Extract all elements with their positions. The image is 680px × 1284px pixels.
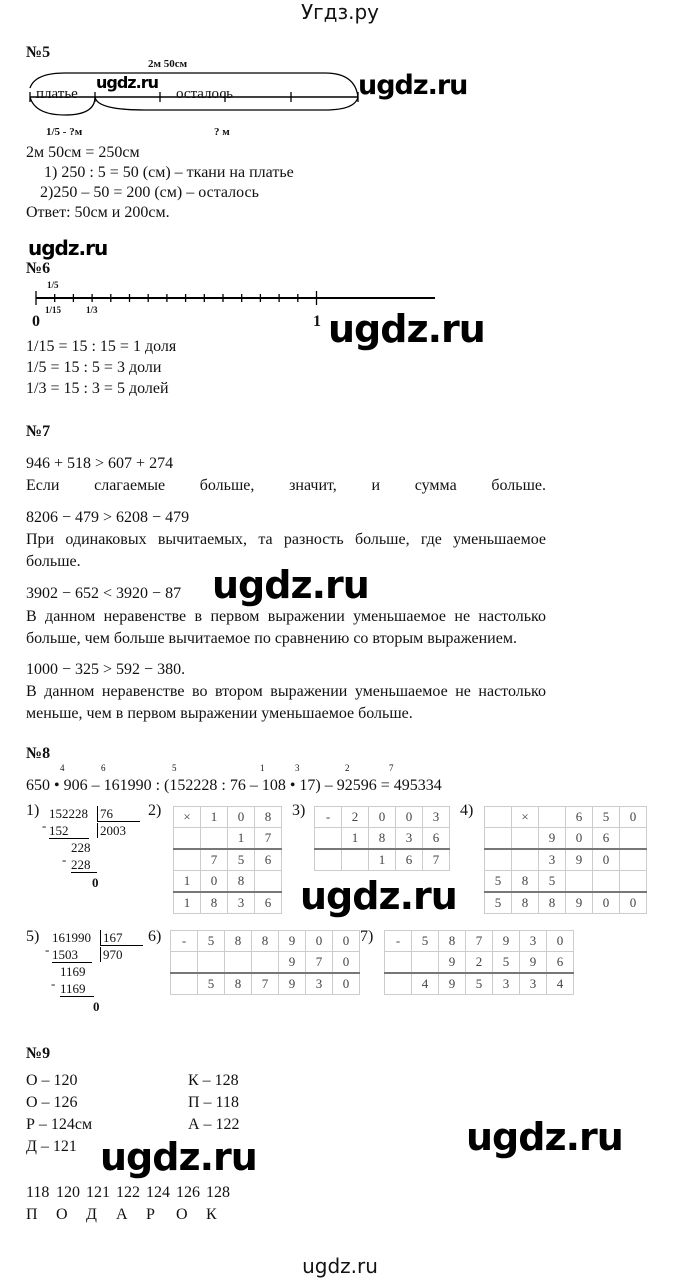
- diagram-below2-label: ? м: [214, 126, 230, 138]
- grid-cell: 0: [566, 828, 593, 850]
- task5-line: 1) 250 : 5 = 50 (см) – ткани на платье: [44, 164, 294, 181]
- task9-right: П – 118: [188, 1094, 239, 1111]
- grid-cell: 3: [396, 828, 423, 850]
- quotient: 2003: [97, 823, 126, 838]
- grid-cell: 1: [369, 849, 396, 871]
- grid-cell: 0: [593, 892, 620, 914]
- watermark: ugdz.ru: [28, 236, 108, 260]
- grid-cell: 3: [228, 892, 255, 914]
- code-number: 126: [176, 1184, 200, 1201]
- grid-cell: 7: [201, 849, 228, 871]
- remainder: 0: [92, 875, 99, 890]
- task7-expr: 3902 − 652 < 3920 − 87: [26, 585, 182, 602]
- grid-cell: 8: [201, 892, 228, 914]
- minus-sign: -: [51, 976, 56, 991]
- grid-row: [174, 849, 282, 871]
- diagram-total-label: 2м 50см: [148, 58, 188, 70]
- order-number: 3: [295, 763, 300, 773]
- subtrahend: 1503: [52, 947, 92, 963]
- grid-cell: [485, 807, 512, 828]
- grid-cell: [252, 952, 279, 974]
- grid-cell: [385, 952, 412, 974]
- grid-cell: 5: [198, 931, 225, 952]
- code-letter: П: [26, 1206, 38, 1223]
- grid-step-6: [170, 930, 360, 995]
- code-letter: О: [56, 1206, 68, 1223]
- grid-cell: 5: [485, 892, 512, 914]
- grid-cell: 0: [593, 849, 620, 871]
- code-number: 128: [206, 1184, 230, 1201]
- task6-title: №6: [26, 260, 51, 277]
- step-label: 7): [360, 928, 374, 945]
- grid-cell: 7: [306, 952, 333, 974]
- grid-cell: 1: [342, 828, 369, 850]
- code-letter: Д: [86, 1206, 97, 1223]
- grid-cell: 5: [228, 849, 255, 871]
- grid-cell: 9: [439, 952, 466, 974]
- code-number: 122: [116, 1184, 140, 1201]
- grid-cell: 6: [255, 849, 282, 871]
- grid-cell: 2: [342, 807, 369, 828]
- grid-cell: 0: [369, 807, 396, 828]
- grid-cell: 4: [412, 973, 439, 995]
- code-number: 118: [26, 1184, 50, 1201]
- code-number: 124: [146, 1184, 170, 1201]
- grid-cell: 3: [493, 973, 520, 995]
- letter-row: [26, 1206, 236, 1224]
- grid-cell: 7: [466, 931, 493, 952]
- dividend: 152228: [49, 806, 88, 821]
- grid-cell: [385, 973, 412, 995]
- label-one: 1: [313, 313, 321, 330]
- task7-text: В данном неравенстве во втором выражении уменьшаемое не настолько: [26, 683, 546, 700]
- grid-row: [315, 828, 450, 850]
- grid-cell: 0: [228, 807, 255, 828]
- code-letter: К: [206, 1206, 217, 1223]
- minus-sign: -: [42, 818, 47, 833]
- remainder: 228: [71, 840, 91, 855]
- grid-cell: [174, 828, 201, 850]
- diagram-below1-label: 1/5 - ?м: [46, 126, 83, 138]
- grid-step-4: [484, 806, 647, 914]
- remainder: 0: [93, 999, 100, 1014]
- order-number: 1: [260, 763, 265, 773]
- grid-cell: [342, 849, 369, 871]
- grid-cell: 8: [255, 807, 282, 828]
- task9-left: Р – 124см: [26, 1116, 93, 1133]
- code-number: 120: [56, 1184, 80, 1201]
- grid-cell: [620, 849, 647, 871]
- grid-cell: 6: [593, 828, 620, 850]
- grid-cell: 0: [333, 931, 360, 952]
- task9-right: К – 128: [188, 1072, 239, 1089]
- step-label: 3): [292, 802, 306, 819]
- grid-row: [174, 871, 282, 893]
- grid-cell: 8: [225, 931, 252, 952]
- grid-cell: ×: [174, 807, 201, 828]
- grid-cell: 0: [620, 807, 647, 828]
- grid-cell: 9: [279, 973, 306, 995]
- grid-cell: 8: [225, 973, 252, 995]
- grid-cell: 5: [485, 871, 512, 893]
- watermark: ugdz.ru: [358, 70, 468, 101]
- watermark: ugdz.ru: [96, 73, 158, 92]
- grid-cell: 3: [520, 973, 547, 995]
- grid-cell: [566, 871, 593, 893]
- grid-row: [171, 931, 360, 952]
- task9-left: Д – 121: [26, 1138, 77, 1155]
- task5-line: 2м 50см = 250см: [26, 144, 140, 161]
- grid-cell: [315, 828, 342, 850]
- grid-step-2: [173, 806, 282, 914]
- task9-left: О – 126: [26, 1094, 78, 1111]
- task7-text: больше, чем больше вычитаемое по сравнению со вторым выражением.: [26, 630, 517, 647]
- task6-line: 1/3 = 15 : 3 = 5 долей: [26, 380, 169, 397]
- task7-expr: 1000 − 325 > 592 − 380.: [26, 661, 186, 678]
- grid-cell: 0: [396, 807, 423, 828]
- task7-text: В данном неравенстве в первом выражении уменьшаемое не настолько: [26, 608, 546, 625]
- grid-cell: 8: [512, 892, 539, 914]
- grid-cell: 8: [228, 871, 255, 893]
- task7-expr: 8206 − 479 > 6208 − 479: [26, 509, 190, 526]
- site-title: Угдз.ру: [300, 0, 380, 24]
- label-1-15: 1/15: [45, 305, 62, 315]
- grid-cell: 3: [423, 807, 450, 828]
- grid-cell: 0: [333, 973, 360, 995]
- grid-cell: 5: [539, 871, 566, 893]
- divisor: 167: [100, 930, 143, 946]
- grid-cell: 8: [512, 871, 539, 893]
- grid-cell: ×: [512, 807, 539, 828]
- grid-cell: 9: [493, 931, 520, 952]
- task7-text: больше.: [26, 553, 81, 570]
- grid-cell: [512, 828, 539, 850]
- grid-cell: 9: [566, 849, 593, 871]
- grid-cell: 6: [396, 849, 423, 871]
- grid-row: [385, 952, 574, 974]
- grid-cell: [593, 871, 620, 893]
- grid-cell: [255, 871, 282, 893]
- grid-cell: 3: [539, 849, 566, 871]
- grid-cell: [485, 828, 512, 850]
- task9-right: А – 122: [188, 1116, 240, 1133]
- grid-cell: [539, 807, 566, 828]
- task6-line: 1/5 = 15 : 5 = 3 доли: [26, 359, 162, 376]
- grid-cell: 2: [466, 952, 493, 974]
- watermark: ugdz.ru: [466, 1115, 623, 1159]
- grid-cell: [315, 849, 342, 871]
- grid-cell: 0: [333, 952, 360, 974]
- grid-cell: 8: [439, 931, 466, 952]
- task8-expression: 650 • 906 – 161990 : (152228 : 76 – 108 • 17) – 92596 = 495334: [26, 777, 442, 794]
- grid-cell: 3: [306, 973, 333, 995]
- grid-cell: 5: [198, 973, 225, 995]
- dividend: 161990: [52, 930, 91, 945]
- grid-cell: 0: [306, 931, 333, 952]
- task9-title: №9: [26, 1045, 51, 1062]
- grid-cell: [512, 849, 539, 871]
- grid-row: [174, 807, 282, 828]
- grid-row: [174, 828, 282, 850]
- subtrahend: 1169: [60, 981, 94, 997]
- grid-cell: 1: [174, 871, 201, 893]
- grid-cell: 5: [493, 952, 520, 974]
- grid-cell: 5: [466, 973, 493, 995]
- grid-cell: [412, 952, 439, 974]
- number-row: [26, 1184, 236, 1202]
- divisor: 76: [97, 806, 140, 822]
- grid-cell: 6: [547, 952, 574, 974]
- grid-cell: [620, 828, 647, 850]
- grid-cell: 3: [520, 931, 547, 952]
- order-number: 4: [60, 763, 65, 773]
- step-label: 6): [148, 928, 162, 945]
- grid-row: [485, 849, 647, 871]
- grid-cell: [198, 952, 225, 974]
- grid-cell: 9: [566, 892, 593, 914]
- step-label: 5): [26, 928, 40, 945]
- code-number: 121: [86, 1184, 110, 1201]
- step-label: 4): [460, 802, 474, 819]
- grid-cell: 6: [255, 892, 282, 914]
- grid-row: [171, 973, 360, 995]
- task5-answer: Ответ: 50см и 200см.: [26, 204, 170, 221]
- step-label: 2): [148, 802, 162, 819]
- grid-cell: -: [385, 931, 412, 952]
- minus-sign: -: [62, 852, 67, 867]
- grid-cell: 8: [539, 892, 566, 914]
- label-1-3: 1/3: [86, 305, 98, 315]
- grid-row: [385, 973, 574, 995]
- grid-cell: 9: [539, 828, 566, 850]
- grid-cell: [174, 849, 201, 871]
- grid-cell: [620, 871, 647, 893]
- grid-cell: [225, 952, 252, 974]
- grid-cell: 8: [369, 828, 396, 850]
- grid-row: [174, 892, 282, 914]
- task7-text: При одинаковых вычитаемых, та разность больше, где уменьшаемое: [26, 531, 546, 548]
- order-number: 6: [101, 763, 106, 773]
- grid-cell: [201, 828, 228, 850]
- grid-cell: -: [315, 807, 342, 828]
- grid-cell: 9: [279, 931, 306, 952]
- grid-cell: 8: [252, 931, 279, 952]
- grid-cell: 0: [547, 931, 574, 952]
- code-letter: А: [116, 1206, 128, 1223]
- grid-cell: 1: [174, 892, 201, 914]
- watermark: ugdz.ru: [100, 1135, 257, 1179]
- watermark: ugdz.ru: [328, 307, 485, 351]
- watermark: ugdz.ru: [300, 874, 457, 918]
- grid-cell: 7: [255, 828, 282, 850]
- task8-title: №8: [26, 745, 51, 762]
- grid-row: [385, 931, 574, 952]
- grid-cell: 5: [412, 931, 439, 952]
- grid-cell: 5: [593, 807, 620, 828]
- grid-row: [315, 807, 450, 828]
- grid-cell: 9: [279, 952, 306, 974]
- task7-text: Если слагаемые больше, значит, и сумма больше.: [26, 477, 546, 494]
- grid-cell: [171, 973, 198, 995]
- grid-cell: -: [171, 931, 198, 952]
- quotient: 970: [100, 947, 123, 962]
- grid-row: [485, 828, 647, 850]
- grid-cell: 7: [252, 973, 279, 995]
- grid-cell: 6: [423, 828, 450, 850]
- footer-site: ugdz.ru: [302, 1254, 378, 1278]
- minus-sign: -: [45, 942, 50, 957]
- grid-cell: [171, 952, 198, 974]
- grid-cell: 1: [201, 807, 228, 828]
- grid-cell: 0: [620, 892, 647, 914]
- grid-cell: [485, 849, 512, 871]
- grid-row: [315, 849, 450, 871]
- task9-left: О – 120: [26, 1072, 78, 1089]
- task7-title: №7: [26, 423, 51, 440]
- grid-cell: 9: [520, 952, 547, 974]
- task6-line: 1/15 = 15 : 15 = 1 доля: [26, 338, 177, 355]
- task5-line: 2)250 – 50 = 200 (см) – осталось: [40, 184, 259, 201]
- remainder: 1169: [60, 964, 86, 979]
- watermark: ugdz.ru: [212, 563, 369, 607]
- order-number: 2: [345, 763, 350, 773]
- order-number: 5: [172, 763, 177, 773]
- grid-cell: 4: [547, 973, 574, 995]
- code-letter: Р: [146, 1206, 155, 1223]
- task7-expr: 946 + 518 > 607 + 274: [26, 455, 174, 472]
- step-label: 1): [26, 802, 40, 819]
- diagram-part2-label: осталось: [176, 86, 233, 102]
- grid-row: [485, 892, 647, 914]
- grid-cell: 6: [566, 807, 593, 828]
- subtrahend: 152: [49, 823, 89, 839]
- label-zero: 0: [32, 313, 40, 330]
- grid-row: [485, 807, 647, 828]
- grid-cell: 7: [423, 849, 450, 871]
- task5-title: №5: [26, 44, 51, 61]
- grid-cell: 1: [228, 828, 255, 850]
- grid-cell: 0: [201, 871, 228, 893]
- grid-step-3: [314, 806, 450, 871]
- grid-cell: 9: [439, 973, 466, 995]
- grid-row: [171, 952, 360, 974]
- diagram-part1-label: платье: [36, 86, 78, 102]
- label-1-5: 1/5: [47, 280, 59, 290]
- subtrahend: 228: [71, 857, 97, 873]
- order-number: 7: [389, 763, 394, 773]
- grid-row: [485, 871, 647, 893]
- task7-text: меньше, чем в первом выражении уменьшаемое больше.: [26, 705, 413, 722]
- grid-step-7: [384, 930, 574, 995]
- code-letter: О: [176, 1206, 188, 1223]
